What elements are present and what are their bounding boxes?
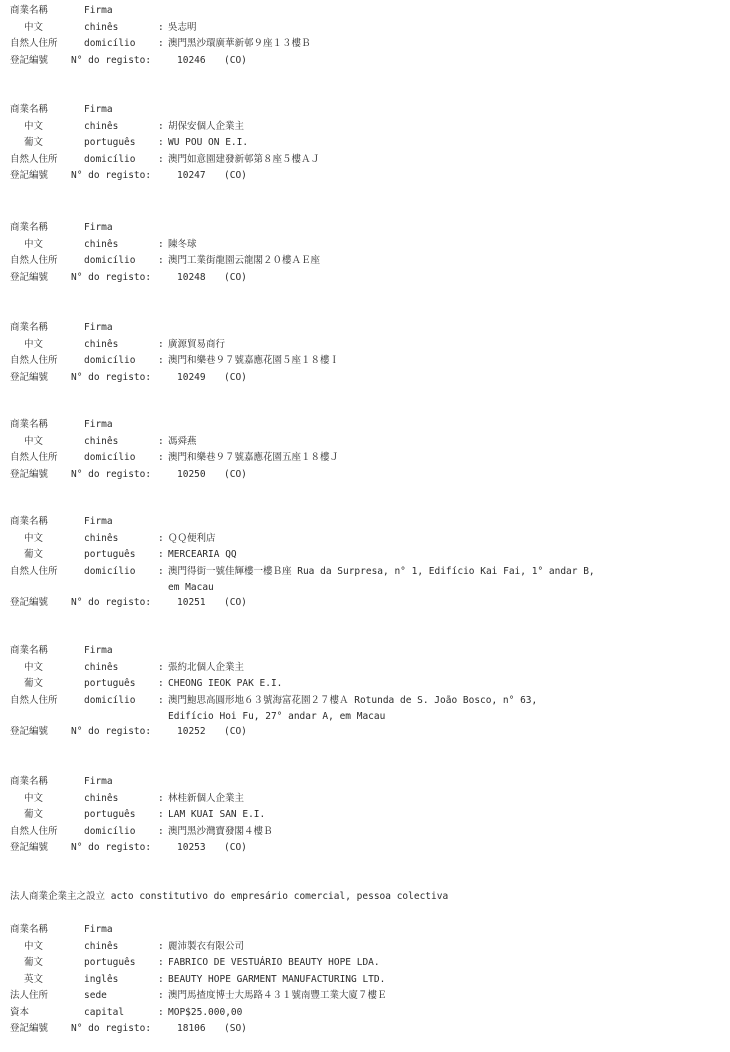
chinese-label-pt: chinês	[84, 940, 119, 952]
reg-label-pt: N° do registo:	[71, 597, 152, 608]
colon: :	[158, 21, 164, 33]
record-10249	[10, 320, 725, 386]
chinese-label-pt: chinês	[84, 21, 119, 33]
reg-type: (CO)	[224, 842, 247, 853]
colon: :	[158, 452, 164, 463]
seat-label-pt: sede	[84, 990, 107, 1001]
english-label-zh: 英文	[24, 973, 44, 985]
record-10250	[10, 417, 725, 483]
domicile-continuation: em Macau	[168, 582, 214, 593]
english-name-value: BEAUTY HOPE GARMENT MANUFACTURING LTD.	[168, 973, 386, 985]
domicile-label-pt: domicílio	[84, 825, 136, 837]
reg-label-zh: 登記編號	[10, 371, 49, 383]
colon: :	[158, 694, 164, 706]
reg-type: (CO)	[224, 597, 247, 608]
portuguese-name-value: LAM KUAI SAN E.I.	[168, 809, 266, 820]
portuguese-label-pt: português	[84, 549, 136, 560]
firma-label-pt: Firma	[84, 222, 113, 233]
domicile-label-zh: 自然人住所	[10, 694, 58, 706]
portuguese-name-value: FABRICO DE VESTUÁRIO BEAUTY HOPE LDA.	[168, 957, 380, 968]
reg-label-pt: N° do registo:	[71, 371, 152, 383]
colon: :	[158, 338, 164, 350]
firma-label-zh: 商業名稱	[10, 419, 49, 430]
chinese-name-value: 胡保安個人企業主	[168, 120, 245, 132]
capital-value: MOP$25.000,00	[168, 1006, 243, 1018]
domicile-label-zh: 自然人住所	[10, 452, 58, 463]
domicile-label-zh: 自然人住所	[10, 355, 58, 366]
chinese-name-row	[10, 660, 725, 677]
colon: :	[158, 990, 164, 1001]
chinese-label-pt: chinês	[84, 792, 119, 804]
colon: :	[158, 565, 164, 577]
chinese-name-row	[10, 237, 725, 254]
record-18106	[10, 922, 725, 1038]
colon: :	[158, 825, 164, 837]
domicile-row	[10, 824, 725, 841]
chinese-name-value: ＱＱ便利店	[168, 532, 216, 544]
portuguese-label-pt: português	[84, 678, 136, 689]
firma-label-zh: 商業名稱	[10, 516, 49, 527]
colon: :	[158, 1006, 164, 1018]
chinese-label-zh: 中文	[24, 21, 44, 33]
firma-row	[10, 3, 725, 20]
firma-label-zh: 商業名稱	[10, 104, 49, 115]
reg-label-zh: 登記編號	[10, 170, 49, 181]
firma-label-pt: Firma	[84, 419, 113, 430]
domicile-row	[10, 693, 725, 710]
portuguese-name-row	[10, 955, 725, 972]
chinese-name-value: 林桂新個人企業主	[168, 792, 245, 804]
reg-label-zh: 登記編號	[10, 54, 49, 66]
domicile-label-zh: 自然人住所	[10, 153, 58, 165]
firma-label-pt: Firma	[84, 5, 113, 16]
colon: :	[158, 661, 164, 673]
colon: :	[158, 153, 164, 165]
chinese-name-value: 馮舜燕	[168, 435, 197, 447]
capital-row	[10, 1005, 725, 1022]
domicile-value: 澳門如意園建發新邨第８座５樓ＡＪ	[168, 153, 321, 165]
seat-row	[10, 988, 725, 1005]
domicile-value: 澳門和樂巷９７號嘉應花園５座１８樓Ｉ	[168, 355, 340, 366]
domicile-continuation: Edifício Hoi Fu, 27° andar A, em Macau	[168, 711, 386, 722]
domicile-label-pt: domicílio	[84, 153, 136, 165]
portuguese-name-row	[10, 807, 725, 824]
chinese-label-zh: 中文	[24, 792, 44, 804]
seat-label-zh: 法人住所	[10, 990, 49, 1001]
chinese-name-value: 廣源貿易商行	[168, 338, 226, 350]
firma-label-zh: 商業名稱	[10, 222, 49, 233]
registration-row	[10, 270, 725, 287]
reg-type: (SO)	[224, 1023, 247, 1034]
reg-label-pt: N° do registo:	[71, 726, 152, 737]
colon: :	[158, 532, 164, 544]
portuguese-label-pt: português	[84, 137, 136, 148]
record-10246	[10, 3, 725, 69]
chinese-label-zh: 中文	[24, 120, 44, 132]
chinese-label-zh: 中文	[24, 532, 44, 544]
domicile-label-pt: domicílio	[84, 38, 136, 49]
chinese-name-value: 吳志明	[168, 21, 197, 33]
colon: :	[158, 957, 164, 968]
chinese-label-pt: chinês	[84, 661, 119, 673]
firma-label-zh: 商業名稱	[10, 322, 49, 333]
portuguese-label-pt: português	[84, 957, 136, 968]
domicile-label-zh: 自然人住所	[10, 565, 58, 577]
reg-number: 10253	[177, 842, 206, 853]
reg-label-zh: 登記編號	[10, 597, 49, 608]
firma-row	[10, 320, 725, 337]
registration-row	[10, 53, 725, 70]
domicile-value: 澳門工業街龍園云龍閣２０樓ＡＥ座	[168, 255, 321, 266]
portuguese-label-zh: 葡文	[24, 137, 44, 148]
domicile-label-pt: domicílio	[84, 452, 136, 463]
chinese-label-zh: 中文	[24, 940, 44, 952]
firma-row	[10, 643, 725, 660]
chinese-label-zh: 中文	[24, 338, 44, 350]
domicile-continuation-row	[10, 580, 725, 595]
registration-row	[10, 370, 725, 387]
registration-row	[10, 1021, 725, 1038]
domicile-row	[10, 36, 725, 53]
firma-label-pt: Firma	[84, 104, 113, 115]
reg-label-pt: N° do registo:	[71, 271, 152, 283]
colon: :	[158, 435, 164, 447]
domicile-continuation-row	[10, 709, 725, 724]
portuguese-name-value: WU POU ON E.I.	[168, 137, 249, 148]
chinese-name-row	[10, 791, 725, 808]
domicile-label-pt: domicílio	[84, 255, 136, 266]
reg-type: (CO)	[224, 726, 247, 737]
reg-number: 10251	[177, 597, 206, 608]
reg-label-pt: N° do registo:	[71, 842, 152, 853]
chinese-label-zh: 中文	[24, 435, 44, 447]
reg-type: (CO)	[224, 371, 247, 383]
domicile-value: 澳門鮑思高圓形地６３號海富花園２７樓Ａ Rotunda de S. João Bosco, n° 63,	[168, 694, 538, 706]
domicile-label-zh: 自然人住所	[10, 38, 58, 49]
chinese-name-row	[10, 939, 725, 956]
firma-label-zh: 商業名稱	[10, 924, 49, 935]
reg-label-zh: 登記編號	[10, 468, 49, 480]
reg-label-zh: 登記編號	[10, 1023, 49, 1034]
record-10251	[10, 514, 725, 612]
colon: :	[158, 792, 164, 804]
firma-row	[10, 514, 725, 531]
domicile-row	[10, 253, 725, 270]
domicile-row	[10, 450, 725, 467]
firma-label-pt: Firma	[84, 924, 113, 935]
portuguese-name-row	[10, 547, 725, 564]
reg-type: (CO)	[224, 468, 247, 480]
domicile-value: 澳門黑沙環廣華新邨９座１３樓Ｂ	[168, 38, 311, 49]
chinese-name-row	[10, 20, 725, 37]
registration-row	[10, 840, 725, 857]
colon: :	[158, 255, 164, 266]
firma-row	[10, 922, 725, 939]
reg-label-pt: N° do registo:	[71, 170, 152, 181]
reg-number: 10250	[177, 468, 206, 480]
firma-label-zh: 商業名稱	[10, 645, 49, 656]
portuguese-name-value: MERCEARIA QQ	[168, 549, 237, 560]
chinese-name-row	[10, 434, 725, 451]
reg-label-pt: N° do registo:	[71, 468, 152, 480]
chinese-name-row	[10, 337, 725, 354]
firma-row	[10, 220, 725, 237]
domicile-label-zh: 自然人住所	[10, 255, 58, 266]
domicile-value: 澳門黑沙灣寶發閣４樓Ｂ	[168, 825, 273, 837]
chinese-name-row	[10, 531, 725, 548]
colon: :	[158, 549, 164, 560]
chinese-name-value: 麗沛製衣有限公司	[168, 940, 245, 952]
reg-label-pt: N° do registo:	[71, 54, 152, 66]
chinese-label-pt: chinês	[84, 532, 119, 544]
firma-label-pt: Firma	[84, 645, 113, 656]
reg-number: 10246	[177, 54, 206, 66]
domicile-value: 澳門和樂巷９７號嘉應花園五座１８樓Ｊ	[168, 452, 340, 463]
domicile-label-pt: domicílio	[84, 565, 136, 577]
reg-number: 18106	[177, 1023, 206, 1034]
domicile-row	[10, 353, 725, 370]
reg-label-pt: N° do registo:	[71, 1023, 152, 1034]
firma-label-zh: 商業名稱	[10, 5, 49, 16]
colon: :	[158, 238, 164, 250]
reg-label-zh: 登記編號	[10, 726, 49, 737]
chinese-label-zh: 中文	[24, 661, 44, 673]
domicile-row	[10, 564, 725, 581]
colon: :	[158, 120, 164, 132]
registration-row	[10, 724, 725, 741]
chinese-label-pt: chinês	[84, 435, 119, 447]
reg-number: 10248	[177, 271, 206, 283]
chinese-label-zh: 中文	[24, 238, 44, 250]
firma-row	[10, 774, 725, 791]
colon: :	[158, 809, 164, 820]
reg-type: (CO)	[224, 54, 247, 66]
english-name-row	[10, 972, 725, 989]
chinese-name-value: 陳冬球	[168, 238, 197, 250]
registration-row	[10, 467, 725, 484]
domicile-label-pt: domicílio	[84, 355, 136, 366]
portuguese-name-value: CHEONG IEOK PAK E.I.	[168, 678, 283, 689]
colon: :	[158, 137, 164, 148]
reg-number: 10252	[177, 726, 206, 737]
colon: :	[158, 940, 164, 952]
portuguese-name-row	[10, 135, 725, 152]
registration-row	[10, 595, 725, 612]
english-label-pt: inglês	[84, 973, 119, 985]
domicile-label-zh: 自然人住所	[10, 825, 58, 837]
chinese-name-row	[10, 119, 725, 136]
portuguese-name-row	[10, 676, 725, 693]
reg-type: (CO)	[224, 170, 247, 181]
chinese-label-pt: chinês	[84, 120, 119, 132]
colon: :	[158, 973, 164, 985]
section-heading: 法人商業企業主之設立 acto constitutivo do empresário comercial, pessoa colectiva	[10, 891, 449, 902]
portuguese-label-zh: 葡文	[24, 957, 44, 968]
chinese-name-value: 張約北個人企業主	[168, 661, 245, 673]
colon: :	[158, 355, 164, 366]
colon: :	[158, 678, 164, 689]
record-10253	[10, 774, 725, 857]
record-10248	[10, 220, 725, 286]
reg-type: (CO)	[224, 271, 247, 283]
colon: :	[158, 38, 164, 49]
firma-label-pt: Firma	[84, 776, 113, 787]
firma-row	[10, 102, 725, 119]
reg-number: 10249	[177, 371, 206, 383]
capital-label-zh: 資本	[10, 1006, 30, 1018]
registration-row	[10, 168, 725, 185]
reg-label-zh: 登記編號	[10, 842, 49, 853]
reg-number: 10247	[177, 170, 206, 181]
portuguese-label-zh: 葡文	[24, 549, 44, 560]
firma-label-pt: Firma	[84, 516, 113, 527]
domicile-value: 澳門得街一號佳輝樓一樓Ｂ座 Rua da Surpresa, n° 1, Edifício Kai Fai, 1° andar B,	[168, 565, 595, 577]
firma-label-zh: 商業名稱	[10, 776, 49, 787]
portuguese-label-pt: português	[84, 809, 136, 820]
record-10247	[10, 102, 725, 185]
record-10252	[10, 643, 725, 741]
chinese-label-pt: chinês	[84, 338, 119, 350]
domicile-label-pt: domicílio	[84, 694, 136, 706]
portuguese-label-zh: 葡文	[24, 809, 44, 820]
chinese-label-pt: chinês	[84, 238, 119, 250]
domicile-row	[10, 152, 725, 169]
firma-label-pt: Firma	[84, 322, 113, 333]
capital-label-pt: capital	[84, 1006, 125, 1018]
reg-label-zh: 登記編號	[10, 271, 49, 283]
firma-row	[10, 417, 725, 434]
seat-value: 澳門馬揸度博士大馬路４３１號南豐工業大廈７樓Ｅ	[168, 990, 387, 1001]
portuguese-label-zh: 葡文	[24, 678, 44, 689]
